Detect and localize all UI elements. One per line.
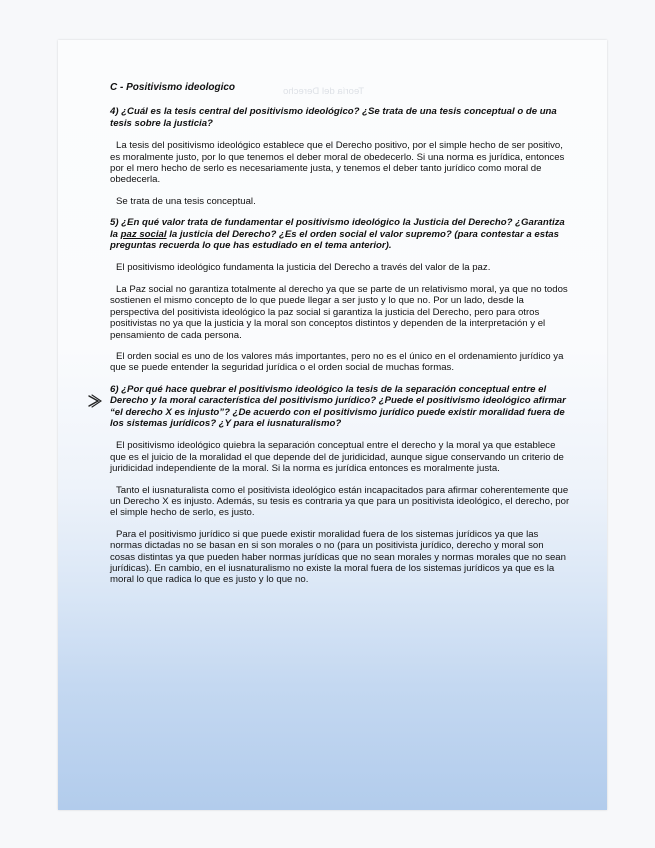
pen-arrow-mark-icon [87,394,107,408]
answer-5-paragraph-1: El positivismo ideológico fundamenta la justicia del Derecho a través del valor de la paz. [116,262,491,274]
question-6: 6) ¿Por qué hace quebrar el positivismo ideológico la tesis de la separación conceptual entre el Derecho y la moral característica del positivismo jurídico? ¿Puede el positivismo ideológico afirmar “el derecho X es injusto”? ¿De acuerdo con el positivismo jurídico puede existir moralidad fuera de los sistemas jurídicos? ¿Y para el iusnaturalismo? [110,383,566,429]
answer-6-paragraph-3: Para el positivismo jurídico si que puede existir moralidad fuera de los sistemas jurídicos ya que las normas dictadas no se basan en si son morales o no (para un positivista jurídico, derecho y moral son cosas distintas ya que pueden haber normas jurídicas que no sean morales y normas morales que no sean jurídicas). En cambio, en el iusnaturalismo no existe la moral fuera de los sistemas jurídicos ya que es la moral lo que radica lo que es justo y lo que no. [110,528,566,586]
answer-4-paragraph-2: Se trata de una tesis conceptual. [116,195,256,207]
question-4: 4) ¿Cuál es la tesis central del positivismo ideológico? ¿Se trata de una tesis conceptual o de una tesis sobre la justicia? [110,106,557,129]
answer-5-paragraph-2: La Paz social no garantiza totalmente al derecho ya que se parte de un relativismo moral, ya que no todos sostienen el mismo concepto de lo que puede llegar a ser justo y lo que no. Por un lado, desde la perspectiva del positivista ideológico la paz social si garantiza la justicia del Derecho, pero para otros positivistas no ya que la justicia y la moral son conceptos distintos y dependen de la interpretación y el pensamiento de cada persona. [110,283,568,341]
answer-5-paragraph-3: El orden social es uno de los valores más importantes, pero no es el único en el ordenamiento jurídico ya que se puede entender la seguridad jurídica o el orden social de muchas formas. [110,350,564,374]
section-heading: C - Positivismo ideologico [110,82,236,93]
answer-6-paragraph-1: El positivismo ideológico quiebra la separación conceptual entre el derecho y la moral ya que establece que es el juicio de la moralidad el que depende del de juridicidad, aunque sigue conservando un criterio de juridicidad independiente de la moral. Si la norma es jurídica entonces es moralmente justa. [110,440,564,475]
question-5 [110,217,570,251]
answer-6-paragraph-2: Tanto el iusnaturalista como el positivista ideológico están incapacitados para afirmar coherentemente que un Derecho X es injusto. Además, su tesis es contraria ya que para un positivista ideológico, el derecho, por el simple hecho de serlo, es justo. [110,484,570,519]
answer-4-paragraph-1: La tesis del positivismo ideológico establece que el Derecho positivo, por el simple hecho de ser positivo, es moralmente justo, por lo que tenemos el deber moral de obedecerlo. Si una norma es jurídica, entonces por el mero hecho de serlo es necesariamente justa, y tenemos el deber tanto jurídico como moral de obedecerla. [110,140,565,186]
question-5-part-1: 5) ¿En qué valor trata de fundamentar el positivismo ideológico la Justicia del Derecho? ¿Garantiza la [110,217,565,240]
show-through-text: Teoría del Derecho [283,86,365,97]
document-body [110,82,570,596]
question-5-underlined: paz social [120,228,167,240]
question-5-part-2: la justicia del Derecho? ¿Es el orden social el valor supremo? (para contestar a estas preguntas recuerda lo que has estudiado en el tema anterior). [110,228,559,252]
document-page [58,40,607,810]
